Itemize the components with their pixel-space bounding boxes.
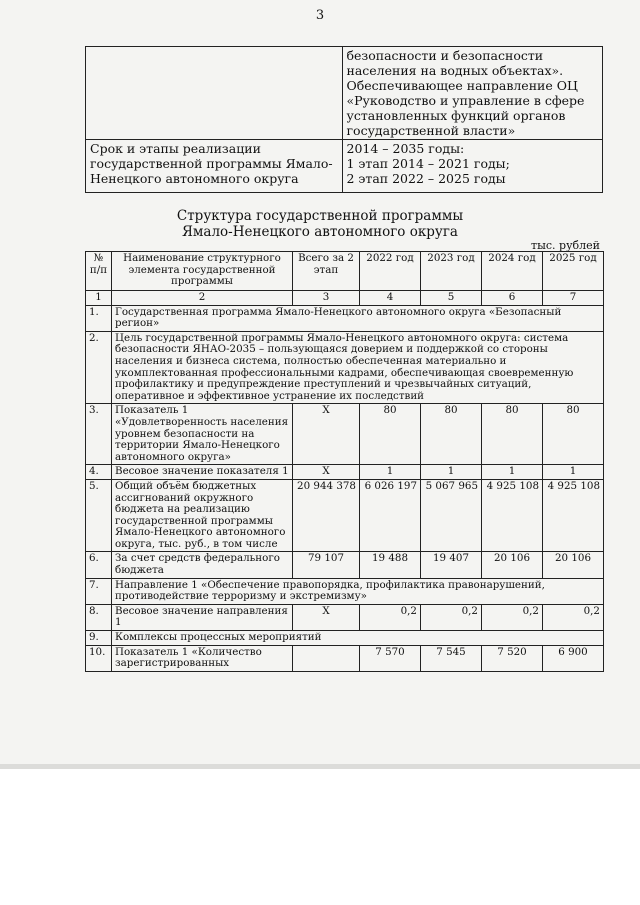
- row-2024: 80: [482, 404, 543, 465]
- passport-cell-left: [86, 47, 343, 140]
- row-total: 20 944 378: [293, 479, 360, 552]
- row-total: 79 107: [293, 552, 360, 578]
- header-row: [86, 252, 604, 291]
- row-2025: 20 106: [543, 552, 604, 578]
- row-2022: 7 570: [360, 645, 421, 671]
- terms-line-1: 2014 – 2035 годы:: [346, 141, 465, 156]
- terms-line-3: 2 этап 2022 – 2025 годы: [346, 171, 506, 186]
- row-name: Показатель 1 «Удовлетворенность населения уровнем безопасности на территории Ямало-Ненецкого автономного округа»: [112, 404, 293, 465]
- table-row: [86, 645, 604, 671]
- header-name: Наименование структурного элемента государственной программы: [112, 252, 293, 291]
- passport-row-terms: [86, 140, 603, 193]
- row-num: 8.: [86, 604, 112, 630]
- row-2025: 6 900: [543, 645, 604, 671]
- row-num: 2.: [86, 331, 112, 404]
- row-2025: 4 925 108: [543, 479, 604, 552]
- row-2023: 5 067 965: [421, 479, 482, 552]
- header-2025: 2025 год: [543, 252, 604, 291]
- header-2024: 2024 год: [482, 252, 543, 291]
- row-2025: 80: [543, 404, 604, 465]
- table-row: [86, 465, 604, 480]
- header-total: Всего за 2 этап: [293, 252, 360, 291]
- column-number-row: [86, 291, 604, 306]
- row-num: 9.: [86, 631, 112, 646]
- row-name: Весовое значение направления 1: [112, 604, 293, 630]
- row-2023: 0,2: [421, 604, 482, 630]
- row-name: Весовое значение показателя 1: [112, 465, 293, 480]
- row-name: За счет средств федерального бюджета: [112, 552, 293, 578]
- row-2022: 1: [360, 465, 421, 480]
- col-number: 4: [360, 291, 421, 306]
- row-total: Х: [293, 404, 360, 465]
- col-number: 3: [293, 291, 360, 306]
- table-row: [86, 404, 604, 465]
- row-num: 4.: [86, 465, 112, 480]
- row-total: Х: [293, 465, 360, 480]
- col-number: 5: [421, 291, 482, 306]
- row-total: [293, 645, 360, 671]
- row-2023: 19 407: [421, 552, 482, 578]
- table-row: [86, 552, 604, 578]
- table-row: [86, 305, 604, 331]
- structure-title-1: Структура государственной программы: [176, 208, 464, 224]
- page-number: 3: [315, 8, 325, 23]
- col-number: 6: [482, 291, 543, 306]
- header-2023: 2023 год: [421, 252, 482, 291]
- row-total: Х: [293, 604, 360, 630]
- program-passport-table: [85, 46, 603, 193]
- row-2022: 80: [360, 404, 421, 465]
- row-2024: 7 520: [482, 645, 543, 671]
- row-span-text: Направление 1 «Обеспечение правопорядка, профилактика правонарушений, противодействие терроризму и экстремизму»: [112, 578, 604, 604]
- row-name: Общий объём бюджетных ассигнований окружного бюджета на реализацию государственной программы Ямало-Ненецкого автономного округа, тыс. руб., в том числе: [112, 479, 293, 552]
- structure-title-2: Ямало-Ненецкого автономного округа: [182, 224, 458, 240]
- terms-value: [342, 140, 603, 193]
- row-2023: 1: [421, 465, 482, 480]
- row-num: 7.: [86, 578, 112, 604]
- row-num: 10.: [86, 645, 112, 671]
- row-num: 1.: [86, 305, 112, 331]
- row-2024: 0,2: [482, 604, 543, 630]
- row-2023: 80: [421, 404, 482, 465]
- row-2025: 0,2: [543, 604, 604, 630]
- passport-row-continuation: [86, 47, 603, 140]
- unit-label: тыс. рублей: [531, 239, 600, 252]
- col-number: 1: [86, 291, 112, 306]
- row-span-text: Комплексы процессных мероприятий: [112, 631, 604, 646]
- table-row: [86, 631, 604, 646]
- header-2022: 2022 год: [360, 252, 421, 291]
- table-row: [86, 604, 604, 630]
- row-2024: 20 106: [482, 552, 543, 578]
- terms-label: Срок и этапы реализации государственной программы Ямало-Ненецкого автономного округа: [86, 140, 343, 193]
- table-row: [86, 331, 604, 404]
- structure-table: [85, 251, 604, 672]
- row-2022: 0,2: [360, 604, 421, 630]
- row-span-text: Государственная программа Ямало-Ненецкого автономного округа «Безопасный регион»: [112, 305, 604, 331]
- row-2025: 1: [543, 465, 604, 480]
- header-num: № п/п: [86, 252, 112, 291]
- row-2024: 4 925 108: [482, 479, 543, 552]
- row-2022: 6 026 197: [360, 479, 421, 552]
- row-2024: 1: [482, 465, 543, 480]
- col-number: 2: [112, 291, 293, 306]
- passport-cell-right: безопасности и безопасности населения на водных объектах». Обеспечивающее направление ОЦ «Руководство и управление в сфере установленных функций органов государственной власти»: [342, 47, 603, 140]
- row-span-text: Цель государственной программы Ямало-Ненецкого автономного округа: система безопасности ЯНАО-2035 – пользующаяся доверием и поддержкой со стороны населения и бизнеса система, полностью обеспеченная материально и укомплектованная профессиональными кадрами, обеспечивающая своевременную профилактику и предупреждение преступлений и чрезвычайных ситуаций, оперативное и эффективное устранение их последствий: [112, 331, 604, 404]
- row-name: Показатель 1 «Количество зарегистрированных: [112, 645, 293, 671]
- row-num: 6.: [86, 552, 112, 578]
- table-row: [86, 479, 604, 552]
- terms-line-2: 1 этап 2014 – 2021 годы;: [346, 156, 510, 171]
- col-number: 7: [543, 291, 604, 306]
- scan-edge: [0, 764, 640, 769]
- row-2022: 19 488: [360, 552, 421, 578]
- row-num: 3.: [86, 404, 112, 465]
- table-row: [86, 578, 604, 604]
- row-num: 5.: [86, 479, 112, 552]
- row-2023: 7 545: [421, 645, 482, 671]
